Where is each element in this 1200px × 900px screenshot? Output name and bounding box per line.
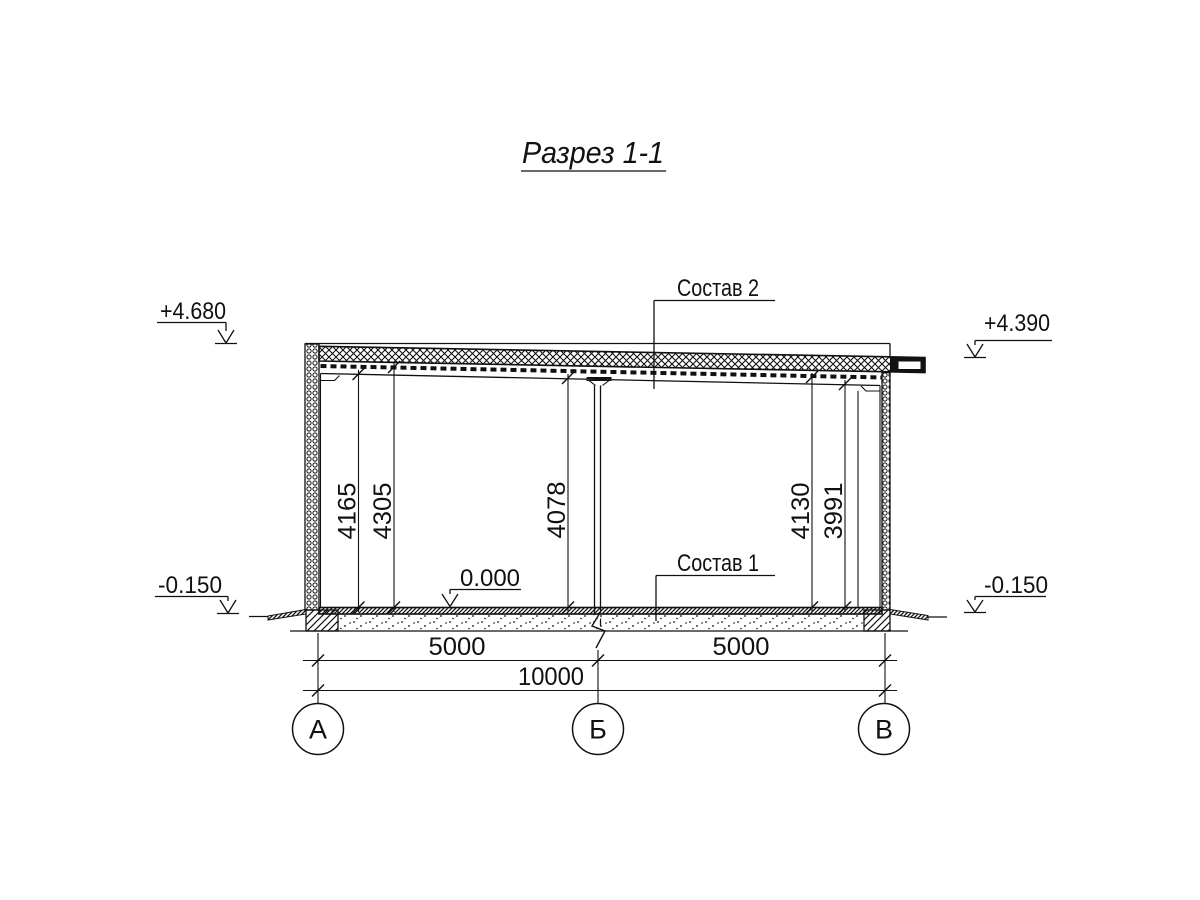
dim-label: 4078 xyxy=(543,482,571,539)
axis-label-a: А xyxy=(308,714,328,745)
callout-label: Состав 1 xyxy=(677,550,759,577)
drawing-title xyxy=(521,135,666,171)
right-foundation xyxy=(864,610,890,631)
dim-4165 xyxy=(334,368,365,614)
elevation-value: -0.150 xyxy=(158,572,222,599)
elevation-bottom-left xyxy=(155,572,239,614)
column-cap-flare-right xyxy=(603,381,610,386)
dim-label: 3991 xyxy=(820,483,848,540)
elevation-value: +4.390 xyxy=(984,310,1050,337)
elevation-value: 0.000 xyxy=(460,565,520,592)
column-cap-flare-left xyxy=(589,381,596,386)
left-foundation xyxy=(306,610,338,631)
dim-label: 4305 xyxy=(369,483,397,540)
right-wall-section xyxy=(882,373,890,611)
floor-top-screed xyxy=(319,608,882,615)
left-edge-beam xyxy=(321,376,340,381)
dim-label: 4165 xyxy=(333,483,362,540)
roof-assembly xyxy=(305,344,925,392)
right-blind-area xyxy=(890,610,928,621)
axis-label-b: Б xyxy=(589,714,607,745)
elevation-value: -0.150 xyxy=(984,572,1048,599)
roof-eave-end-inner xyxy=(899,362,921,370)
axis-label-v: В xyxy=(874,714,894,745)
axis-bubbles xyxy=(293,704,910,755)
elevation-bottom-right xyxy=(964,572,1048,613)
callout-label: Состав 2 xyxy=(677,275,759,302)
roof-slab-hatched xyxy=(319,346,925,372)
elevation-zero xyxy=(442,565,521,607)
callouts xyxy=(654,275,775,621)
elevation-top-right xyxy=(964,310,1052,358)
left-blind-area xyxy=(268,610,306,621)
dim-4305 xyxy=(369,361,400,614)
page-title: Разрез 1-1 xyxy=(522,135,664,170)
span-dim-left: 5000 xyxy=(428,633,486,661)
dim-label: 4130 xyxy=(787,483,815,540)
elevation-value: +4.680 xyxy=(160,298,226,325)
left-wall-section xyxy=(305,344,319,610)
span-dim-right: 5000 xyxy=(712,633,770,661)
elevation-marks xyxy=(155,298,1052,614)
elevation-top-left xyxy=(157,298,237,344)
total-dim: 10000 xyxy=(518,663,584,691)
dim-4130 xyxy=(787,371,818,614)
dim-4078 xyxy=(543,372,574,614)
floor-underlayer-dots xyxy=(338,614,864,631)
right-edge-beam xyxy=(861,386,880,391)
dim-3991 xyxy=(820,378,851,614)
